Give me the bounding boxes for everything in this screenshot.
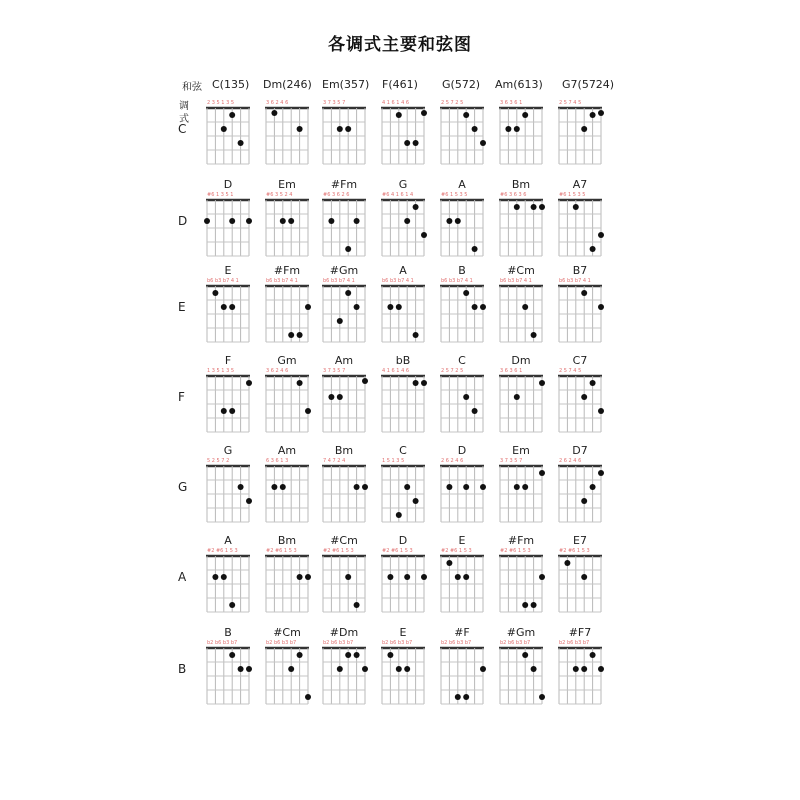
fingering-marks: 2 5 7 2 5	[441, 368, 464, 374]
finger-dot	[522, 484, 528, 490]
finger-dot	[590, 246, 596, 252]
chord-name: #Cm	[507, 264, 535, 277]
chord-diagram	[265, 100, 309, 164]
finger-dot	[463, 290, 469, 296]
finger-dot	[297, 652, 303, 658]
chord-diagram	[322, 548, 366, 612]
finger-dot	[522, 602, 528, 608]
chord-diagram	[499, 100, 543, 164]
finger-dot	[328, 218, 334, 224]
finger-dot	[238, 666, 244, 672]
finger-dot	[221, 304, 227, 310]
chord-name: #Fm	[273, 264, 301, 277]
fingering-marks: b2 b6 b3 b7	[441, 640, 472, 646]
key-label-f: F	[178, 390, 185, 404]
chord-diagram	[499, 548, 545, 612]
finger-dot	[271, 110, 277, 116]
chord-diagram	[440, 458, 486, 522]
finger-dot	[305, 694, 311, 700]
finger-dot	[387, 652, 393, 658]
key-corner-label-1: 调	[179, 101, 189, 112]
fingering-marks: #2 #6 1 5 3	[266, 548, 297, 554]
finger-dot	[345, 574, 351, 580]
finger-dot	[598, 666, 604, 672]
chord-diagram	[322, 640, 368, 704]
finger-dot	[288, 666, 294, 672]
chord-name: E	[399, 626, 407, 639]
chord-diagram	[265, 278, 311, 342]
fingering-marks: 7 4 7 2 4	[323, 458, 346, 464]
chord-name: Dm	[511, 354, 531, 367]
finger-dot	[598, 232, 604, 238]
key-label-b: B	[178, 662, 187, 676]
finger-dot	[297, 126, 303, 132]
finger-dot	[354, 484, 360, 490]
chord-diagram	[322, 458, 368, 522]
chord-name: B	[458, 264, 466, 277]
finger-dot	[204, 218, 210, 224]
fingering-marks: 2 5 7 4 5	[559, 100, 582, 106]
finger-dot	[590, 652, 596, 658]
chord-diagram	[265, 640, 311, 704]
finger-dot	[421, 574, 427, 580]
fingering-marks: b6 b3 b7 4 1	[207, 278, 239, 284]
chord-name: A	[399, 264, 407, 277]
fingering-marks: b6 b3 b7 4 1	[323, 278, 355, 284]
finger-dot	[212, 290, 218, 296]
fingering-marks: b6 b3 b7 4 1	[382, 278, 414, 284]
key-label-e: E	[178, 300, 186, 314]
chord-diagram	[381, 278, 425, 342]
finger-dot	[297, 332, 303, 338]
finger-dot	[413, 498, 419, 504]
chord-name: #Gm	[329, 264, 359, 277]
chord-name: #Fm	[507, 534, 535, 547]
finger-dot	[463, 484, 469, 490]
chord-diagram	[440, 640, 486, 704]
key-label-g: G	[178, 480, 188, 494]
finger-dot	[480, 666, 486, 672]
finger-dot	[463, 112, 469, 118]
chord-name: D	[398, 534, 408, 547]
fingering-marks: b2 b6 b3 b7	[500, 640, 531, 646]
finger-dot	[514, 394, 520, 400]
fingering-marks: #6 3 5 2 4	[266, 192, 293, 198]
finger-dot	[221, 574, 227, 580]
column-header-f: F(461)	[382, 78, 418, 91]
fingering-marks: 3 6 3 6 1	[500, 368, 523, 374]
chord-diagram	[381, 100, 427, 164]
chord-diagram	[381, 458, 425, 522]
column-header-g: G(572)	[442, 78, 481, 91]
chord-diagram	[265, 458, 309, 522]
finger-dot	[573, 666, 579, 672]
finger-dot	[404, 218, 410, 224]
chord-diagram	[499, 458, 545, 522]
finger-dot	[480, 304, 486, 310]
column-header-em: Em(357)	[322, 78, 370, 91]
finger-dot	[221, 408, 227, 414]
fingering-marks: b2 b6 b3 b7	[559, 640, 590, 646]
finger-dot	[472, 126, 478, 132]
finger-dot	[522, 304, 528, 310]
chord-name: bB	[395, 354, 411, 367]
chord-name: Em	[278, 178, 296, 191]
fingering-marks: b2 b6 b3 b7	[323, 640, 354, 646]
chord-name: D	[223, 178, 233, 191]
chord-diagram	[206, 100, 250, 164]
chord-diagram	[206, 278, 250, 342]
chord-name: G	[223, 444, 233, 457]
finger-dot	[455, 218, 461, 224]
finger-dot	[345, 652, 351, 658]
fingering-marks: 3 7 3 5 7	[323, 100, 346, 106]
finger-dot	[337, 126, 343, 132]
finger-dot	[573, 204, 579, 210]
chord-diagram	[381, 192, 427, 256]
finger-dot	[590, 484, 596, 490]
fingering-marks: #2 #6 1 5 3	[207, 548, 238, 554]
fingering-marks: b6 b3 b7 4 1	[441, 278, 473, 284]
finger-dot	[345, 290, 351, 296]
finger-dot	[362, 484, 368, 490]
chord-diagram	[206, 458, 252, 522]
finger-dot	[505, 126, 511, 132]
finger-dot	[354, 652, 360, 658]
finger-dot	[354, 602, 360, 608]
finger-dot	[581, 666, 587, 672]
finger-dot	[221, 126, 227, 132]
finger-dot	[514, 126, 520, 132]
finger-dot	[337, 394, 343, 400]
fingering-marks: 2 3 5 1 3 5	[207, 100, 235, 106]
finger-dot	[446, 484, 452, 490]
chord-name: #Cm	[330, 534, 358, 547]
finger-dot	[246, 218, 252, 224]
finger-dot	[246, 498, 252, 504]
fingering-marks: b2 b6 b3 b7	[207, 640, 238, 646]
finger-dot	[581, 126, 587, 132]
chord-diagram	[381, 368, 427, 432]
finger-dot	[463, 394, 469, 400]
fingering-marks: 5 2 5 7 2	[207, 458, 230, 464]
chord-name: D7	[572, 444, 588, 457]
finger-dot	[413, 332, 419, 338]
fingering-marks: #6 1 3 5 1	[207, 192, 234, 198]
fingering-marks: #2 #6 1 5 3	[441, 548, 472, 554]
fingering-marks: b6 b3 b7 4 1	[500, 278, 532, 284]
finger-dot	[280, 484, 286, 490]
chord-name: F	[224, 354, 232, 367]
fingering-marks: 3 6 3 6 1	[500, 100, 523, 106]
chord-corner-label: 和弦	[182, 82, 202, 93]
fingering-marks: 3 7 3 5 7	[500, 458, 523, 464]
chord-diagram	[322, 100, 366, 164]
fingering-marks: #2 #6 1 5 3	[500, 548, 531, 554]
finger-dot	[413, 140, 419, 146]
finger-dot	[598, 470, 604, 476]
finger-dot	[328, 394, 334, 400]
finger-dot	[246, 666, 252, 672]
finger-dot	[539, 470, 545, 476]
fingering-marks: 4 1 6 1 4 6	[382, 100, 410, 106]
finger-dot	[598, 304, 604, 310]
key-label-d: D	[178, 214, 188, 228]
fingering-marks: #6 1 5 3 5	[559, 192, 586, 198]
chord-name: C	[399, 444, 407, 457]
finger-dot	[539, 380, 545, 386]
chord-diagram	[381, 640, 425, 704]
finger-dot	[238, 140, 244, 146]
key-label-a: A	[178, 570, 187, 584]
fingering-marks: b6 b3 b7 4 1	[559, 278, 591, 284]
finger-dot	[354, 304, 360, 310]
chord-diagram	[322, 368, 368, 432]
fingering-marks: 3 7 3 5 7	[323, 368, 346, 374]
chord-diagram	[206, 368, 252, 432]
finger-dot	[404, 140, 410, 146]
page-title: 各调式主要和弦图	[328, 35, 472, 55]
finger-dot	[337, 318, 343, 324]
finger-dot	[387, 304, 393, 310]
chord-name: #Dm	[329, 626, 359, 639]
column-header-c: C(135)	[212, 78, 250, 91]
finger-dot	[297, 574, 303, 580]
finger-dot	[581, 574, 587, 580]
chord-diagram	[265, 548, 311, 612]
finger-dot	[229, 408, 235, 414]
fingering-marks: 3 6 2 4 6	[266, 368, 289, 374]
finger-dot	[564, 560, 570, 566]
finger-dot	[404, 574, 410, 580]
fingering-marks: 6 3 6 1 3	[266, 458, 289, 464]
chord-diagram	[558, 368, 604, 432]
finger-dot	[396, 512, 402, 518]
chord-diagram	[440, 548, 484, 612]
finger-dot	[413, 380, 419, 386]
fingering-marks: 2 6 2 4 6	[559, 458, 582, 464]
fingering-marks: #6 1 5 3 5	[441, 192, 468, 198]
fingering-marks: 1 3 5 1 3 5	[207, 368, 235, 374]
chord-diagram	[206, 640, 252, 704]
fingering-marks: 4 1 6 1 4 6	[382, 368, 410, 374]
finger-dot	[288, 332, 294, 338]
finger-dot	[288, 218, 294, 224]
finger-dot	[362, 666, 368, 672]
chord-name: G	[398, 178, 408, 191]
chord-name: C7	[572, 354, 588, 367]
finger-dot	[581, 394, 587, 400]
chord-name: Em	[512, 444, 530, 457]
finger-dot	[229, 112, 235, 118]
fingering-marks: b6 b3 b7 4 1	[266, 278, 298, 284]
finger-dot	[404, 666, 410, 672]
finger-dot	[280, 218, 286, 224]
finger-dot	[305, 408, 311, 414]
finger-dot	[539, 574, 545, 580]
chord-diagram	[558, 100, 604, 164]
finger-dot	[345, 246, 351, 252]
finger-dot	[455, 574, 461, 580]
finger-dot	[246, 380, 252, 386]
fingering-marks: #2 #6 1 5 3	[382, 548, 413, 554]
finger-dot	[472, 408, 478, 414]
chord-diagram	[558, 458, 604, 522]
chord-diagram	[440, 368, 484, 432]
finger-dot	[446, 218, 452, 224]
finger-dot	[581, 498, 587, 504]
chord-diagram	[322, 192, 366, 256]
chord-name: #Fm	[330, 178, 358, 191]
finger-dot	[305, 574, 311, 580]
chord-diagram	[204, 192, 252, 256]
finger-dot	[337, 666, 343, 672]
chord-diagram	[558, 192, 604, 256]
chord-name: E	[458, 534, 466, 547]
finger-dot	[480, 140, 486, 146]
finger-dot	[472, 246, 478, 252]
fingering-marks: 2 5 7 2 5	[441, 100, 464, 106]
chord-diagram	[381, 548, 427, 612]
chord-name: B	[224, 626, 232, 639]
finger-dot	[446, 560, 452, 566]
finger-dot	[531, 602, 537, 608]
finger-dot	[305, 304, 311, 310]
chord-name: A	[458, 178, 466, 191]
finger-dot	[531, 666, 537, 672]
finger-dot	[463, 694, 469, 700]
fingering-marks: #6 3 6 2 6	[323, 192, 350, 198]
finger-dot	[539, 694, 545, 700]
finger-dot	[229, 218, 235, 224]
finger-dot	[396, 112, 402, 118]
finger-dot	[590, 380, 596, 386]
finger-dot	[345, 126, 351, 132]
chord-diagram	[322, 278, 366, 342]
finger-dot	[421, 380, 427, 386]
finger-dot	[598, 110, 604, 116]
fingering-marks: 2 5 7 4 5	[559, 368, 582, 374]
finger-dot	[396, 666, 402, 672]
chord-diagram	[499, 368, 545, 432]
chord-diagram	[499, 192, 545, 256]
chord-diagram	[499, 278, 543, 342]
chord-diagram	[558, 640, 604, 704]
chord-name: Am	[334, 354, 354, 367]
chord-diagram	[499, 640, 545, 704]
chord-diagram	[558, 548, 602, 612]
finger-dot	[590, 112, 596, 118]
finger-dot	[387, 574, 393, 580]
fingering-marks: 2 6 2 4 6	[441, 458, 464, 464]
chord-diagram	[206, 548, 250, 612]
column-header-dm: Dm(246)	[263, 78, 312, 91]
finger-dot	[271, 484, 277, 490]
finger-dot	[598, 408, 604, 414]
finger-dot	[297, 380, 303, 386]
finger-dot	[463, 574, 469, 580]
chord-name: Bm	[277, 534, 297, 547]
finger-dot	[514, 204, 520, 210]
finger-dot	[480, 484, 486, 490]
chord-name: D	[457, 444, 467, 457]
chord-name: E	[224, 264, 232, 277]
chord-diagram	[440, 100, 486, 164]
chord-name: Am	[277, 444, 297, 457]
finger-dot	[212, 574, 218, 580]
chord-diagram	[440, 278, 486, 342]
fingering-marks: 3 6 2 4 6	[266, 100, 289, 106]
chord-name: #F	[454, 626, 470, 639]
chord-diagram	[265, 368, 311, 432]
fingering-marks: b2 b6 b3 b7	[266, 640, 297, 646]
finger-dot	[396, 304, 402, 310]
chord-name: A7	[572, 178, 588, 191]
fingering-marks: 1 5 1 3 5	[382, 458, 405, 464]
finger-dot	[229, 602, 235, 608]
fingering-marks: b2 b6 b3 b7	[382, 640, 413, 646]
finger-dot	[421, 110, 427, 116]
finger-dot	[531, 204, 537, 210]
finger-dot	[421, 232, 427, 238]
finger-dot	[522, 112, 528, 118]
chord-name: Gm	[277, 354, 297, 367]
chord-name: Bm	[511, 178, 531, 191]
key-corner-label-2: 式	[179, 114, 189, 125]
chord-name: C	[458, 354, 466, 367]
finger-dot	[229, 652, 235, 658]
finger-dot	[404, 484, 410, 490]
chord-diagram	[265, 192, 309, 256]
chord-name: #Gm	[506, 626, 536, 639]
finger-dot	[455, 694, 461, 700]
column-header-g7: G7(5724)	[562, 78, 615, 91]
finger-dot	[522, 652, 528, 658]
chord-name: #F7	[568, 626, 592, 639]
chord-name: Bm	[334, 444, 354, 457]
finger-dot	[531, 332, 537, 338]
fingering-marks: #2 #6 1 5 3	[559, 548, 590, 554]
finger-dot	[514, 484, 520, 490]
finger-dot	[413, 204, 419, 210]
finger-dot	[362, 378, 368, 384]
fingering-marks: #6 3 6 3 6	[500, 192, 527, 198]
chord-diagram	[558, 278, 604, 342]
chord-name: #Cm	[273, 626, 301, 639]
chord-name: B7	[572, 264, 588, 277]
finger-dot	[539, 204, 545, 210]
fingering-marks: #6 4 1 6 1 4	[382, 192, 414, 198]
finger-dot	[581, 290, 587, 296]
finger-dot	[472, 304, 478, 310]
finger-dot	[238, 484, 244, 490]
finger-dot	[354, 218, 360, 224]
chord-diagram	[440, 192, 484, 256]
column-header-am: Am(613)	[495, 78, 543, 91]
chord-name: E7	[573, 534, 587, 547]
chord-name: A	[224, 534, 232, 547]
key-label-c: C	[178, 122, 187, 136]
fingering-marks: #2 #6 1 5 3	[323, 548, 354, 554]
finger-dot	[229, 304, 235, 310]
